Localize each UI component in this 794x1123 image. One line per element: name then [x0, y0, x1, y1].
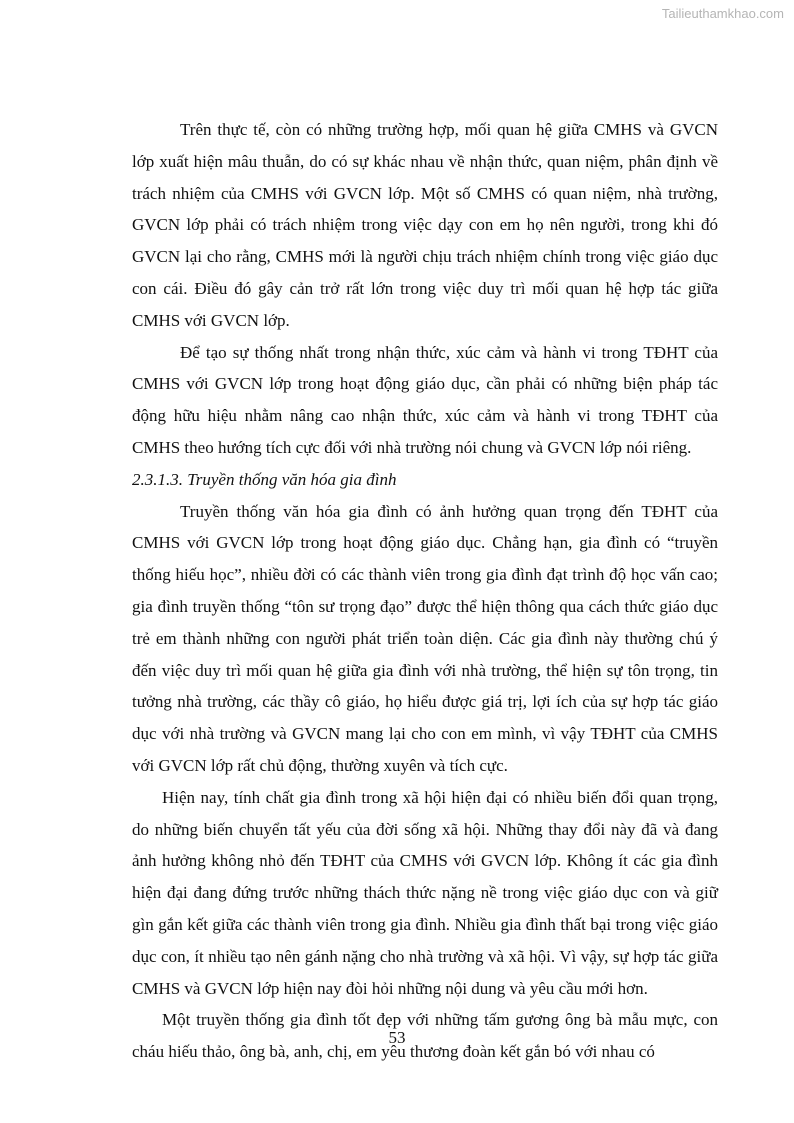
- document-body: [132, 114, 718, 1068]
- paragraph-4: Hiện nay, tính chất gia đình trong xã hội hiện đại có nhiều biến đổi quan trọng, do những biến chuyển tất yếu của đời sống xã hội. Những thay đổi này đã và đang ảnh hưởng không nhỏ đến TĐHT của CMHS với GVCN lớp. Không ít các gia đình hiện đại đang đứng trước những thách thức nặng nề trong việc giáo dục con và giữ gìn gắn kết giữa các thành viên trong gia đình. Nhiều gia đình thất bại trong việc giáo dục con, ít nhiều tạo nên gánh nặng cho nhà trường và xã hội. Vì vậy, sự hợp tác giữa CMHS và GVCN lớp hiện nay đòi hỏi những nội dung và yêu cầu mới hơn.: [132, 787, 718, 998]
- watermark: Tailieuthamkhao.com: [661, 6, 784, 21]
- paragraph-3: Truyền thống văn hóa gia đình có ảnh hưởng quan trọng đến TĐHT của CMHS với GVCN lớp trong hoạt động giáo dục. Chẳng hạn, gia đình có “truyền thống hiếu học”, nhiều đời có các thành viên trong gia đình đạt trình độ học vấn cao; gia đình truyền thống “tôn sư trọng đạo” được thể hiện thông qua cách thức giáo dục trẻ em thành những con người phát triển toàn diện. Các gia đình này thường chú ý đến việc duy trì mối quan hệ giữa gia đình với nhà trường, thể hiện sự tôn trọng, tin tưởng nhà trường, các thầy cô giáo, họ hiểu được giá trị, lợi ích của sự hợp tác giáo dục với nhà trường và GVCN mang lại cho con em mình, vì vậy TĐHT của CMHS với GVCN lớp rất chủ động, thường xuyên và tích cực.: [132, 501, 718, 775]
- section-heading: 2.3.1.3. Truyền thống văn hóa gia đình: [132, 469, 397, 489]
- paragraph-5: Một truyền thống gia đình tốt đẹp với những tấm gương ông bà mẫu mực, con cháu hiếu thảo, ông bà, anh, chị, em yêu thương đoàn kết gắn bó với nhau có: [132, 1010, 718, 1062]
- paragraph-2: Để tạo sự thống nhất trong nhận thức, xúc cảm và hành vi trong TĐHT của CMHS với GVCN lớp trong hoạt động giáo dục, cần phải có những biện pháp tác động hữu hiệu nhằm nâng cao nhận thức, xúc cảm và hành vi trong TĐHT của CMHS theo hướng tích cực đối với nhà trường nói chung và GVCN lớp nói riêng.: [132, 342, 718, 457]
- paragraph-1: Trên thực tế, còn có những trường hợp, mối quan hệ giữa CMHS và GVCN lớp xuất hiện mâu thuẫn, do có sự khác nhau về nhận thức, quan niệm, phân định về trách nhiệm của CMHS với GVCN lớp. Một số CMHS có quan niệm, nhà trường, GVCN lớp phải có trách nhiệm trong việc dạy con em họ nên người, trong khi đó GVCN lại cho rằng, CMHS mới là người chịu trách nhiệm chính trong việc giáo dục con cái. Điều đó gây cản trở rất lớn trong việc duy trì mối quan hệ hợp tác giữa CMHS với GVCN lớp.: [132, 120, 718, 330]
- page-number: 53: [388, 1028, 406, 1047]
